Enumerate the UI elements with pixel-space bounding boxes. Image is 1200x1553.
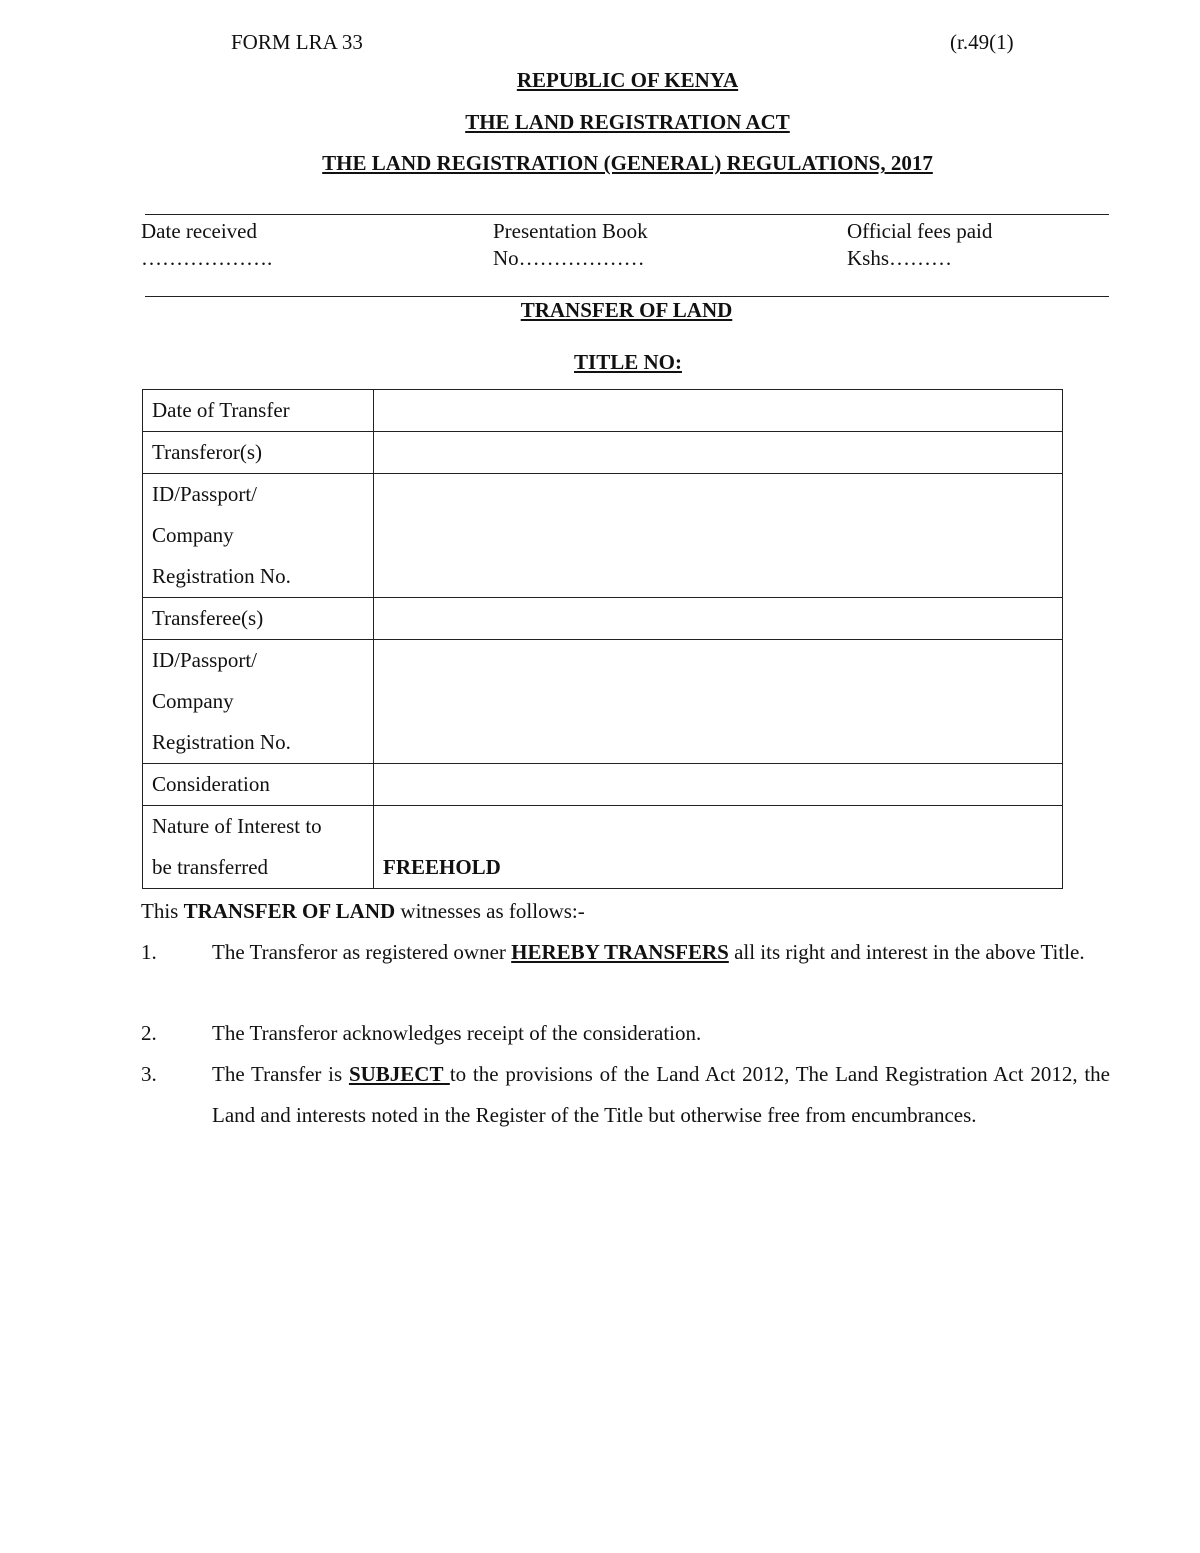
date-received-label: Date received	[141, 219, 258, 243]
official-fees-label: Official fees paid	[847, 219, 993, 243]
transferee-id-line-2: Company	[152, 689, 234, 713]
table-row	[143, 598, 1063, 640]
form-number: FORM LRA 33	[231, 30, 363, 54]
transferee-id-label	[143, 640, 374, 764]
clause-emphasis: SUBJECT	[348, 1062, 450, 1086]
nature-line-1: Nature of Interest to	[152, 814, 322, 838]
divider-bottom	[145, 296, 1109, 297]
table-row	[143, 640, 1063, 764]
section-title: TRANSFER OF LAND	[520, 298, 733, 322]
intro-text-end: witnesses as follows:-	[395, 899, 585, 923]
transferors-field[interactable]	[374, 432, 1063, 474]
intro-emphasis: TRANSFER OF LAND	[183, 899, 396, 923]
consideration-label: Consideration	[143, 764, 374, 806]
intro-text: This	[141, 899, 184, 923]
table-row	[143, 806, 1063, 889]
transferee-id-line-3: Registration No.	[152, 730, 291, 754]
transferees-field[interactable]	[374, 598, 1063, 640]
nature-line-2: be transferred	[152, 855, 269, 879]
transferor-id-line-3: Registration No.	[152, 564, 291, 588]
official-fees-field[interactable]: Kshs………	[847, 246, 953, 270]
nature-of-interest-value: FREEHOLD	[374, 806, 1063, 889]
table-row	[143, 764, 1063, 806]
presentation-book-field[interactable]: No………………	[493, 246, 645, 270]
transferees-label: Transferee(s)	[143, 598, 374, 640]
nature-of-interest-label	[143, 806, 374, 889]
witness-intro	[141, 899, 585, 924]
title-number-label: TITLE NO:	[574, 350, 682, 374]
regulations-heading: THE LAND REGISTRATION (GENERAL) REGULATIONS, 2017	[322, 151, 933, 175]
clause-number: 3.	[141, 1062, 157, 1086]
consideration-field[interactable]	[374, 764, 1063, 806]
table-row	[143, 432, 1063, 474]
transferor-id-label	[143, 474, 374, 598]
table-row	[143, 474, 1063, 598]
date-of-transfer-field[interactable]	[374, 390, 1063, 432]
table-row	[143, 390, 1063, 432]
date-received-block	[141, 218, 272, 272]
divider-top	[145, 214, 1109, 215]
transferor-id-field[interactable]	[374, 474, 1063, 598]
transferee-id-field[interactable]	[374, 640, 1063, 764]
transferor-id-line-1: ID/Passport/	[152, 482, 257, 506]
country-heading: REPUBLIC OF KENYA	[516, 68, 739, 92]
transferee-id-line-1: ID/Passport/	[152, 648, 257, 672]
regulation-reference: (r.49(1)	[950, 30, 1014, 54]
act-heading: THE LAND REGISTRATION ACT	[465, 110, 790, 134]
clause-text: The Transferor acknowledges receipt of the consideration.	[212, 1021, 702, 1045]
date-received-field[interactable]: ……………….	[141, 246, 273, 270]
clause-text: The Transfer is SUBJECT to the provisions of the Land Act 2012, The Land Registration Act 2012, the Land and interests noted in the Register of the Title but otherwise free from encumbrances.	[212, 1062, 1110, 1127]
presentation-book-label: Presentation Book	[493, 219, 648, 243]
transferor-id-line-2: Company	[152, 523, 234, 547]
official-fees-block	[847, 218, 992, 272]
transfer-details-table	[142, 389, 1063, 889]
clause-emphasis: HEREBY TRANSFERS	[511, 940, 729, 964]
transferors-label: Transferor(s)	[143, 432, 374, 474]
clause-text: The Transferor as registered owner HEREBY TRANSFERS all its right and interest in the above Title.	[212, 940, 1085, 964]
clause-number: 1.	[141, 940, 157, 964]
date-of-transfer-label: Date of Transfer	[143, 390, 374, 432]
clause-number: 2.	[141, 1021, 157, 1045]
presentation-book-block	[493, 218, 648, 272]
